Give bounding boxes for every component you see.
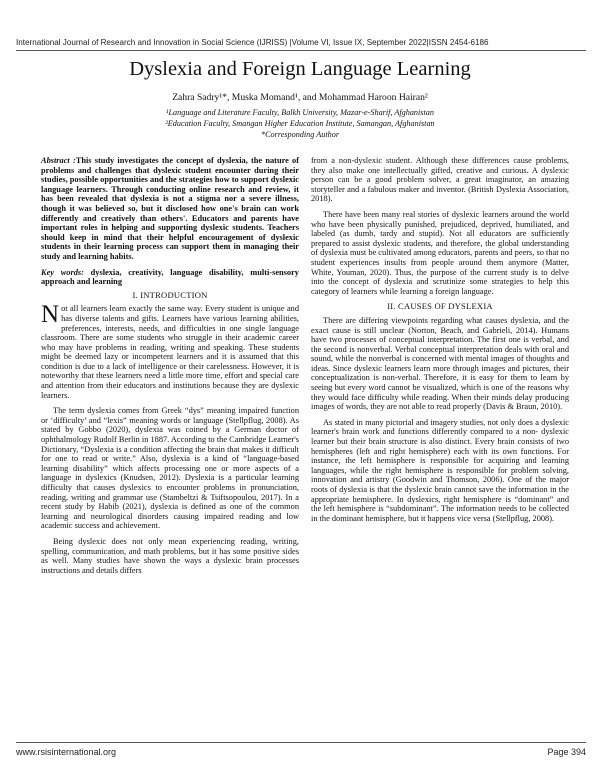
header-rule bbox=[16, 50, 586, 51]
affiliation-1: ¹Language and Literature Faculty, Balkh University, Mazar-e-Sharif, Afghanistan bbox=[166, 108, 434, 117]
right-paragraph-1: from a non-dyslexic student. Although these differences cause problems, they also make one intellectually gifted, creative and curious. A dyslexic person can be a good problem solver, a great imaginator, an amazing storyteller and a fabulous maker and inventor. (British Dyslexia Association, 2018). bbox=[311, 156, 569, 204]
section-heading-introduction: I. INTRODUCTION bbox=[132, 289, 208, 300]
right-paragraph-2: There have been many real stories of dyslexic learners around the world who have been physically punished, prejudiced, deprived, humiliated, and labeled (as dumb, tardy and stupid). Not all educators are sufficiently prepared to assist dyslexic students, and therefore, the global understanding of dyslexia must be cultivated among educators, parents and peers, so that no student experiences insults from people around them anymore (Matter, White, Youman, 2020). Thus, the purpose of the current study is to delve into the concept of dyslexia and scrutinize some strategies to help this category of learners while learning a foreign language. bbox=[311, 209, 569, 296]
journal-header: International Journal of Research and Innovation in Social Science (IJRISS) |Volume VI, Issue IX, September 2022|ISSN 2454-6186 bbox=[16, 38, 489, 47]
left-column bbox=[41, 156, 299, 581]
causes-paragraph-2: As stated in many pictorial and imagery studies, not only does a dyslexic learner's brain work and functions differently compared to a non- dyslexic learner but their brain structure is also distinct. Every brain consists of two hemispheres (left and right hemisphere) each with its own functions. For instance, the left hemisphere is responsible for acquiring and learning languages, while the right hemisphere is responsible for problem solving, innovation and artistry (Goodwin and Thomson, 2006). One of the major roots of dyslexia is that the dyslexic brain cannot save the information in the appropriate hemisphere. In dyslexics, right hemisphere is “dominant” and the left hemisphere is “subdominant”. The information needs to be collected in the dominant hemisphere, but it happens vice versa (Stellpflug, 2008). bbox=[311, 417, 569, 523]
corresponding-author-note: *Corresponding Author bbox=[260, 130, 340, 139]
right-column bbox=[311, 156, 569, 529]
keywords bbox=[41, 268, 299, 287]
section-heading-causes: II. CAUSES OF DYSLEXIA bbox=[387, 301, 493, 312]
footer-website: www.rsisinternational.org bbox=[16, 747, 117, 757]
intro-paragraph-3: Being dyslexic does not only mean experiencing reading, writing, spelling, communication, and math problems, but it has some positive sides as well. Many studies have shown the ways a dyslexic brain processes instructions and details differs bbox=[41, 536, 299, 575]
abstract bbox=[41, 156, 299, 262]
causes-paragraph-1: There are differing viewpoints regarding what causes dyslexia, and the exact cause is still unclear (Norton, Beach, and Gabrieli, 2014). Humans have two processes of conceptual interpretation. The first one is verbal, and the second is nonverbal. Verbal conceptual interpretation deals with oral and sound, while the nonverbal is concerned with mental images of thoughts and ideas. Since dyslexic learners learn more through images and pictures, their conceptualization is non-verbal. Therefore, it is easy for them to learn by seeing but every word cannot be visualized, which is one of the reasons why they would face difficulty while reading. When their minds delay producing images of words, they are not able to read properly (Davis & Braun, 2010). bbox=[311, 315, 569, 412]
authors: Zahra Sadry¹*, Muska Momand¹, and Mohammad Haroon Hairan² bbox=[172, 92, 428, 103]
affiliation-2: ²Education Faculty, Smangan Higher Education Institute, Samangan, Afghanistan bbox=[165, 119, 435, 128]
drop-cap: N bbox=[41, 301, 60, 329]
footer-rule bbox=[16, 742, 586, 743]
abstract-text: This study investigates the concept of dyslexia, the nature of problems and challenges that dyslexic student encounter during their studies, possible opportunities and the strategies how to support dyslexic language learners. Through conducting online research and review, it has been revealed that dyslexia is not a stigma nor a severe illness, though it was believed so, but it disclosed how one's brain can work differently and creatively than others'. Educators and parents have important roles in helping and supporting dyslexic students. Teachers should keep in mind that their helpful encouragement of dyslexic students in their learning process can support them in managing their study and learning habits. bbox=[41, 156, 300, 261]
paper-title: Dyslexia and Foreign Language Learning bbox=[129, 58, 471, 80]
intro-paragraph-2: The term dyslexia comes from Greek “dys” meaning impaired function or ‘difficulty’ and “lexis” meaning words or language (Stellpflug, 2008). As stated by Gobbo (2020), dyslexia was coined by a German doctor of ophthalmology Rudolf Berlin in 1887. According to the Cambridge Learner's Dictionary, “Dyslexia is a condition affecting the brain that makes it difficult for one to read or write.” Also, dyslexia is a kind of “language-based learning disability” which affects processing one or more aspects of a language in dyslexics (Knudsen, 2012). Dyslexia is a particular learning difficulty that causes dyslexics to encounter problems in pronunciation, reading, writing and grammar use (Stambeltzi & Tsiftsopoulou, 2017). In a recent study by Habib (2021), dyslexia is defined as one of the common learning and neurological disorders causing impaired reading and low academic success and achievement. bbox=[41, 406, 299, 531]
abstract-label: Abstract : bbox=[41, 156, 76, 165]
intro-paragraph-1 bbox=[41, 301, 299, 400]
footer-page-number: Page 394 bbox=[547, 747, 586, 757]
keywords-label: Key words: bbox=[41, 267, 84, 277]
intro-paragraph-1-text: ot all learners learn exactly the same way. Every student is unique and has diverse talents and gifts. Learners have various learning abilities, preferences, interests, needs, and difficulties in one single language classroom. There are some students who struggle in their academic career who may have problems in reading, writing and speaking. These students might be deemed lazy or incompetent learners and it is assumed that this condition is due to a lack of intelligence or their carelessness. However, it is noteworthy that these learners need a little more time, effort and special care and attention from their educators and institutions because they are dyslexic learners. bbox=[41, 304, 299, 400]
keywords-text: dyslexia, creativity, language disability, multi-sensory approach and learning bbox=[41, 267, 299, 287]
